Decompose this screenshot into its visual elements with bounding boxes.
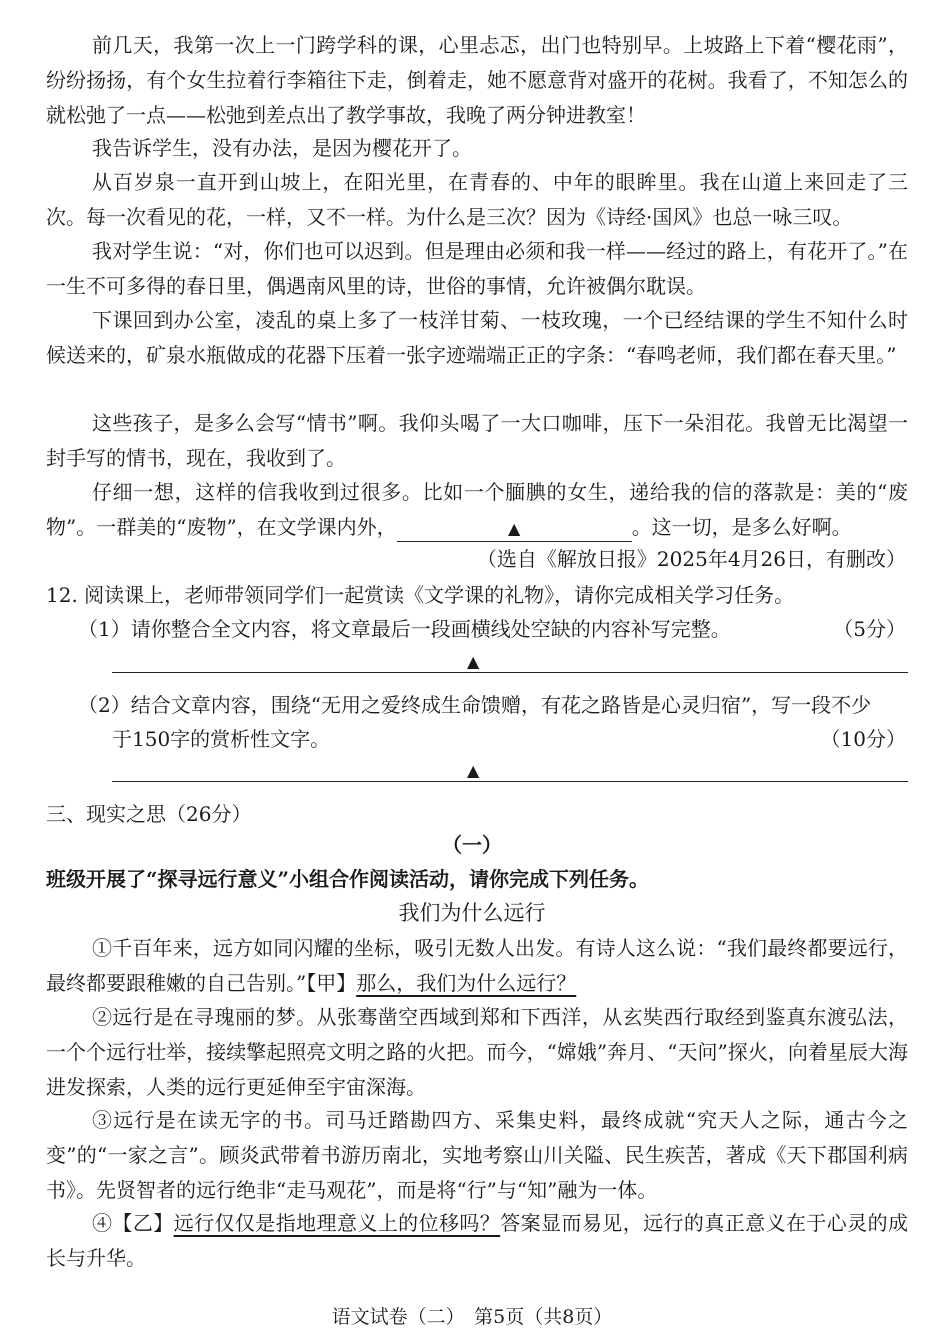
source-citation: （选自《解放日报》2025年4月26日，有删改）: [476, 547, 906, 571]
article-paragraph-1-text: ①千百年来，远方如同闪耀的坐标，吸引无数人出发。有诗人这么说：“我们最终都要远行，最终都要跟稚嫩的自己告别。”【甲】: [46, 936, 908, 995]
passage-paragraph-4: 我对学生说：“对，你们也可以迟到。但是理由必须和我一样——经过的路上，有花开了。”在一生不可多得的春日里，偶遇南风里的诗，世俗的事情，允许被偶尔耽误。: [46, 239, 908, 298]
question-12-sub1-score: （5分）: [833, 617, 906, 641]
underlined-sentence-jia: 那么，我们为什么远行？: [356, 971, 577, 995]
fill-in-blank[interactable]: [397, 517, 632, 542]
passage-paragraph-2: 我告诉学生，没有办法，是因为樱花开了。: [92, 136, 472, 160]
article-paragraph-4-rest: 答案显而易见，远行的真正意义在于心灵的成长与升华。: [46, 1211, 909, 1270]
question-12-sub1: （1）请你整合全文内容，将文章最后一段画横线处空缺的内容补写完整。: [78, 617, 731, 641]
passage-paragraph-1: 前几天，我第一次上一门跨学科的课，心里忐忑，出门也特别早。上坡路上下着“樱花雨”，纷纷扬扬，有个女生拉着行李箱往下走，倒着走，她不愿意背对盛开的花树。我看了，不知怎么的就松弛了一点——松弛到差点出了教学事故，我晚了两分钟进教室！: [46, 33, 908, 127]
passage-paragraph-7: [46, 475, 908, 545]
article-title: 我们为什么远行: [398, 901, 546, 925]
article-paragraph-1: [46, 931, 908, 1001]
part-number: （一）: [442, 833, 502, 857]
question-12-sub2-line2: 于150字的赏析性文字。: [112, 727, 331, 751]
passage-paragraph-6: 这些孩子，是多么会写“情书”啊。我仰头喝了一大口咖啡，压下一朵泪花。我曾无比渴望一封手写的情书，现在，我收到了。: [46, 411, 908, 470]
article-paragraph-3: ③远行是在读无字的书。司马迁踏勘四方、采集史料，最终成就“究天人之际，通古今之变”的“一家之言”。顾炎武带着书游历南北，实地考察山川关隘、民生疾苦，著成《天下郡国利病书》。先贤智者的远行绝非“走马观花”，而是将“行”与“知”融为一体。: [46, 1108, 908, 1202]
answer-triangle-icon: ▲: [467, 652, 480, 671]
article-paragraph-2: ②远行是在寻瑰丽的梦。从张骞凿空西域到郑和下西洋，从玄奘西行取经到鉴真东渡弘法，一个个远行壮举，接续擎起照亮文明之路的火把。而今，“嫦娥”奔月、“天问”探火，向着星辰大海进发探索，人类的远行更延伸至宇宙深海。: [46, 1005, 908, 1099]
question-12-stem: 12. 阅读课上，老师带领同学们一起赏读《文学课的礼物》，请你完成相关学习任务。: [46, 583, 795, 607]
section-heading: 三、现实之思（26分）: [46, 802, 252, 826]
passage-paragraph-5: 下课回到办公室，凌乱的桌上多了一枝洋甘菊、一枝玫瑰，一个已经结课的学生不知什么时候送来的，矿泉水瓶做成的花器下压着一张字迹端端正正的字条：“春鸣老师，我们都在春天里。”: [46, 308, 908, 367]
passage-paragraph-7-start: 仔细一想，这样的信我收到过很多。比如一个腼腆的女生，递给我的信的落款是：美的“废物”。一群美的“废物”，在文学课内外，: [46, 480, 908, 539]
question-12-sub2-score: （10分）: [820, 727, 906, 751]
blank-triangle-icon: ▲: [508, 519, 521, 538]
answer-line-2[interactable]: [112, 781, 908, 782]
page-footer: 语文试卷（二） 第5页（共8页）: [331, 1306, 613, 1328]
question-12-sub2-line1: （2）结合文章内容，围绕“无用之爱终成生命馈赠，有花之路皆是心灵归宿”，写一段不少: [78, 693, 872, 717]
answer-triangle-icon: ▲: [467, 761, 480, 780]
article-paragraph-4-lead: ④【乙】: [92, 1211, 174, 1235]
article-paragraph-4: [46, 1206, 908, 1276]
passage-paragraph-3: 从百岁泉一直开到山坡上，在阳光里，在青春的、中年的眼眸里。我在山道上来回走了三次。每一次看见的花，一样，又不一样。为什么是三次？因为《诗经·国风》也总一咏三叹。: [46, 170, 908, 229]
underlined-sentence-yi: 远行仅仅是指地理意义上的位移吗？: [173, 1211, 501, 1235]
passage-paragraph-7-end: 。这一切，是多么好啊。: [631, 515, 852, 539]
answer-line-1[interactable]: [112, 672, 908, 673]
task-intro: 班级开展了“探寻远行意义”小组合作阅读活动，请你完成下列任务。: [46, 867, 650, 891]
